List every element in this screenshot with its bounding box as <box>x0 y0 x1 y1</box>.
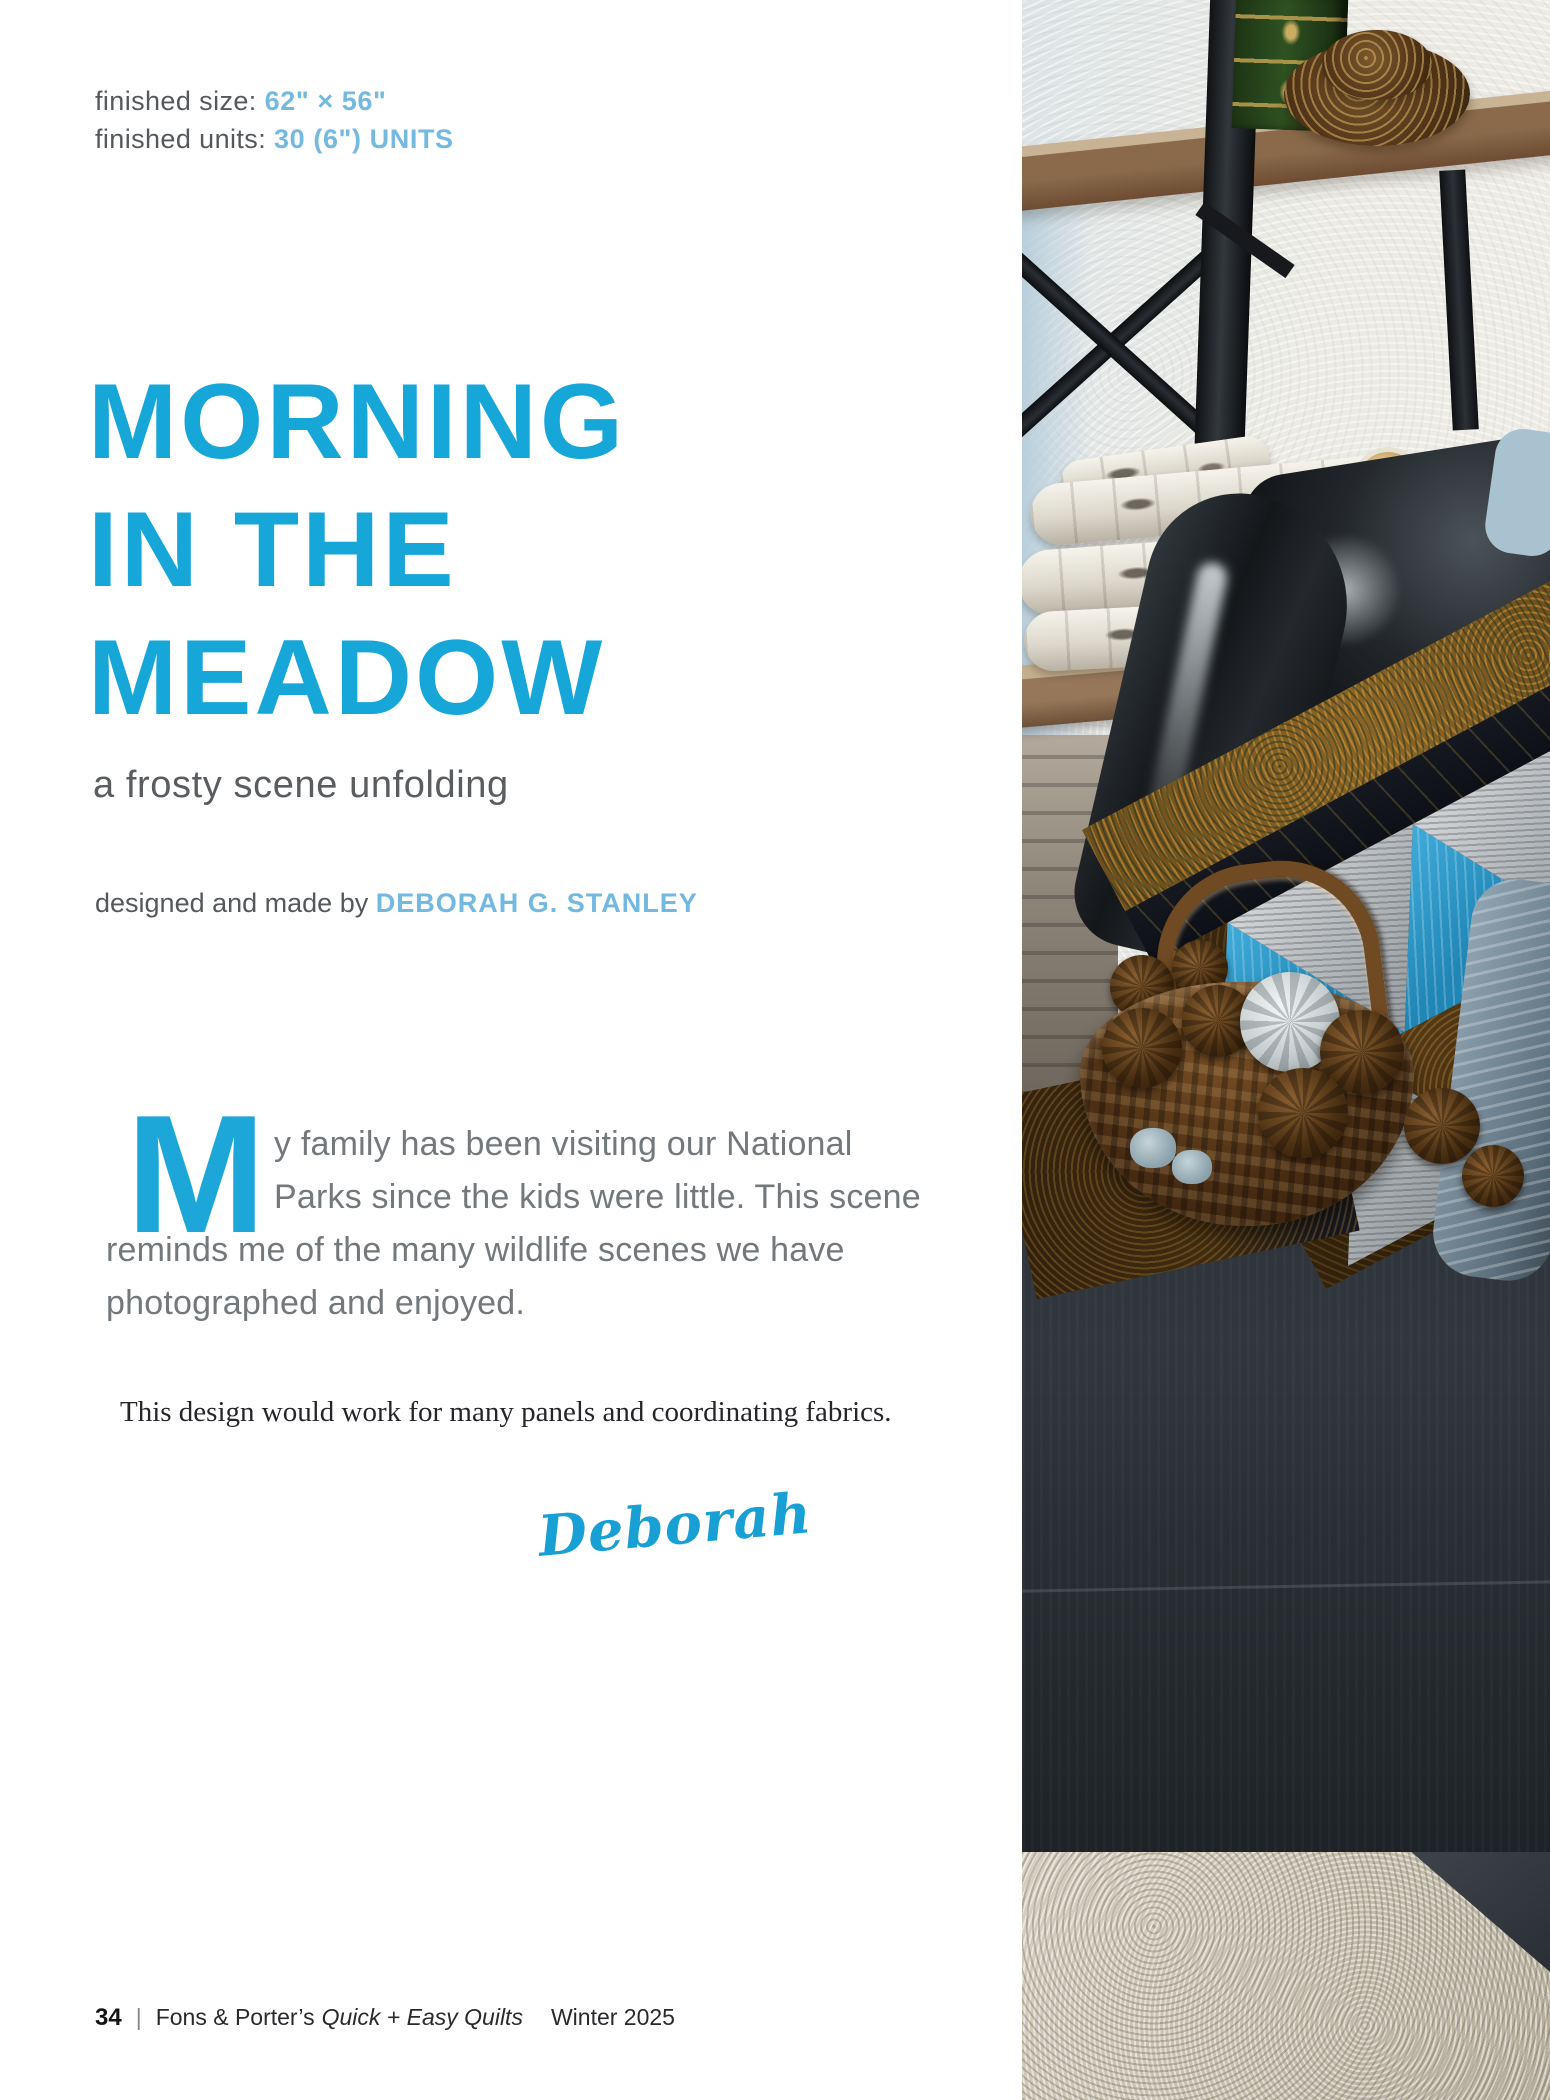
pinecone <box>1404 1088 1480 1164</box>
pinecone <box>1462 1145 1524 1207</box>
finished-units-line <box>95 124 454 155</box>
subtitle: a frosty scene unfolding <box>93 764 509 806</box>
intro-line: Parks since the kids were little. This scene <box>274 1178 921 1216</box>
page-title-line-1: MORNING <box>88 361 627 481</box>
issue-date: Winter 2025 <box>550 2004 675 2030</box>
page-number: 34 <box>95 2004 122 2031</box>
finished-size-line <box>95 86 386 117</box>
byline <box>95 888 698 919</box>
intro-line: photographed and enjoyed. <box>106 1284 526 1322</box>
designer-name: DEBORAH G. STANLEY <box>375 888 698 918</box>
page-title-line-2: IN THE <box>88 489 457 609</box>
intro-line: y family has been visiting our National <box>274 1125 853 1163</box>
finished-size-value: 62" × 56" <box>264 86 387 116</box>
byline-prefix: designed and made by <box>95 888 376 918</box>
pinecone <box>1258 1068 1348 1158</box>
dropcap: M <box>126 1080 266 1268</box>
pinecone <box>1102 1008 1182 1088</box>
page-title-line-3: MEADOW <box>88 617 606 737</box>
magazine-name: Quick + Easy Quilts <box>321 2004 523 2030</box>
page-footer <box>95 2004 675 2032</box>
intro-line: reminds me of the many wildlife scenes we have <box>106 1231 845 1269</box>
publication-name: Fons & Porter’s <box>155 2004 315 2030</box>
footer-divider: | <box>135 2004 142 2030</box>
pinecone-wreath <box>1322 30 1432 100</box>
frosted-sprig <box>1130 1128 1176 1168</box>
tip-text: This design would work for many panels and coordinating fabrics. <box>120 1396 892 1428</box>
quilt-photo <box>1022 0 1550 2100</box>
frosted-sprig <box>1172 1150 1212 1184</box>
finished-units-label: finished units: <box>95 124 267 154</box>
finished-units-value: 30 (6") UNITS <box>274 124 454 154</box>
finished-size-label: finished size: <box>95 86 257 116</box>
designer-signature: Deborah <box>535 1480 815 1570</box>
